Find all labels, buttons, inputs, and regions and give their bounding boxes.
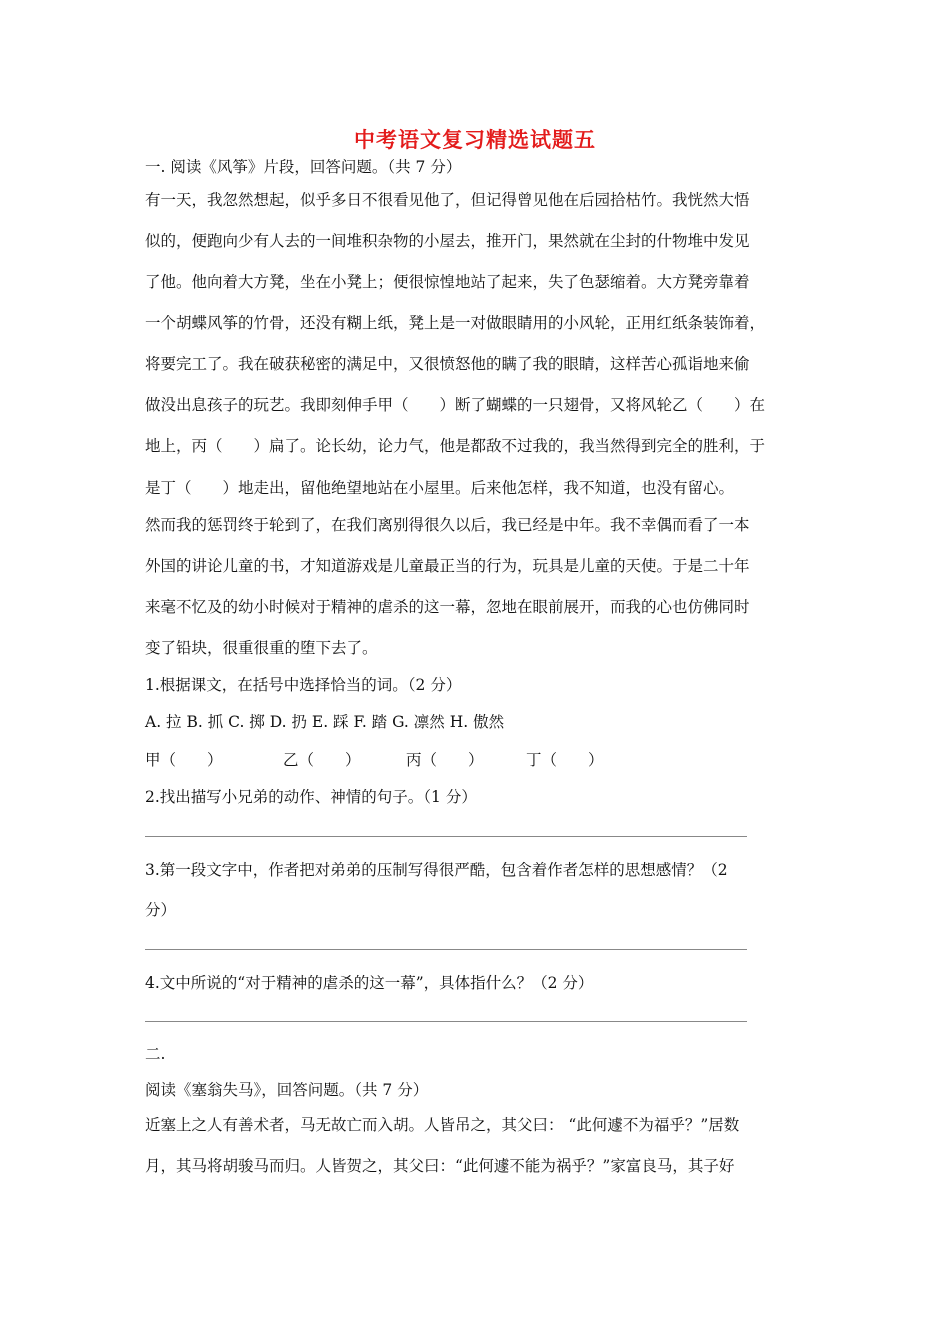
passage-line: 月，其马将胡骏马而归。人皆贺之，其父曰：“此何遽不能为祸乎？”家富良马，其子好 (145, 1157, 735, 1175)
answer-line-q3[interactable] (145, 949, 747, 950)
passage-line: 是丁（ ）地走出，留他绝望地站在小屋里。后来他怎样，我不知道，也没有留心。 (145, 479, 735, 497)
passage-line: 外国的讲论儿童的书，才知道游戏是儿童最正当的行为，玩具是儿童的天使。于是二十年 (145, 557, 750, 575)
answer-line-q4[interactable] (145, 1021, 747, 1022)
passage-line: 近塞上之人有善术者，马无故亡而入胡。人皆吊之，其父曰： “此何遽不为福乎？”居数 (145, 1116, 740, 1134)
passage-line: 做没出息孩子的玩艺。我即刻伸手甲（ ）断了蝴蝶的一只翅骨，又将风轮乙（ ）在 (145, 396, 766, 414)
question-1: 1.根据课文，在括号中选择恰当的词。（2 分） (145, 676, 462, 694)
passage-line: 了他。他向着大方凳，坐在小凳上；便很惊惶地站了起来，失了色瑟缩着。大方凳旁靠着 (145, 273, 750, 291)
blank-jia[interactable]: 甲（ ） (145, 751, 223, 769)
answer-line-q2[interactable] (145, 836, 747, 837)
question-1-options: A. 拉 B. 抓 C. 掷 D. 扔 E. 踩 F. 踏 G. 凛然 H. 傲然 (145, 713, 505, 731)
passage-line: 地上，丙（ ）扁了。论长幼，论力气，他是都敌不过我的，我当然得到完全的胜利，于 (145, 437, 766, 455)
passage-line: 似的，便跑向少有人去的一间堆积杂物的小屋去，推开门，果然就在尘封的什物堆中发见 (145, 232, 750, 250)
passage-line: 一个胡蝶风筝的竹骨，还没有糊上纸，凳上是一对做眼睛用的小风轮，正用红纸条装饰着， (145, 314, 766, 332)
passage-line: 有一天，我忽然想起，似乎多日不很看见他了，但记得曾见他在后园拾枯竹。我恍然大悟 (145, 191, 750, 209)
passage-line: 将要完工了。我在破获秘密的满足中，又很愤怒他的瞒了我的眼睛，这样苦心孤诣地来偷 (145, 355, 750, 373)
passage-line: 来毫不忆及的幼小时候对于精神的虐杀的这一幕，忽地在眼前展开，而我的心也仿佛同时 (145, 598, 750, 616)
question-2: 2.找出描写小兄弟的动作、神情的句子。（1 分） (145, 788, 477, 806)
section2-heading: 阅读《塞翁失马》，回答问题。（共 7 分） (145, 1081, 429, 1099)
question-3-continued: 分） (145, 901, 177, 919)
passage-line: 然而我的惩罚终于轮到了，在我们离别得很久以后，我已经是中年。我不幸偶而看了一本 (145, 516, 750, 534)
passage-line: 变了铅块，很重很重的堕下去了。 (145, 639, 378, 657)
section2-number: 二. (145, 1045, 166, 1063)
blank-bing[interactable]: 丙（ ） (406, 751, 484, 769)
blank-ding[interactable]: 丁（ ） (526, 751, 604, 769)
page-title: 中考语文复习精选试题五 (354, 127, 596, 152)
question-4: 4.文中所说的“对于精神的虐杀的这一幕”，具体指什么？（2 分） (145, 974, 594, 992)
question-3: 3.第一段文字中，作者把对弟弟的压制写得很严酷，包含着作者怎样的思想感情？（2 (145, 861, 728, 879)
section1-heading: 一. 阅读《风筝》片段，回答问题。（共 7 分） (145, 158, 462, 176)
blank-yi[interactable]: 乙（ ） (283, 751, 361, 769)
